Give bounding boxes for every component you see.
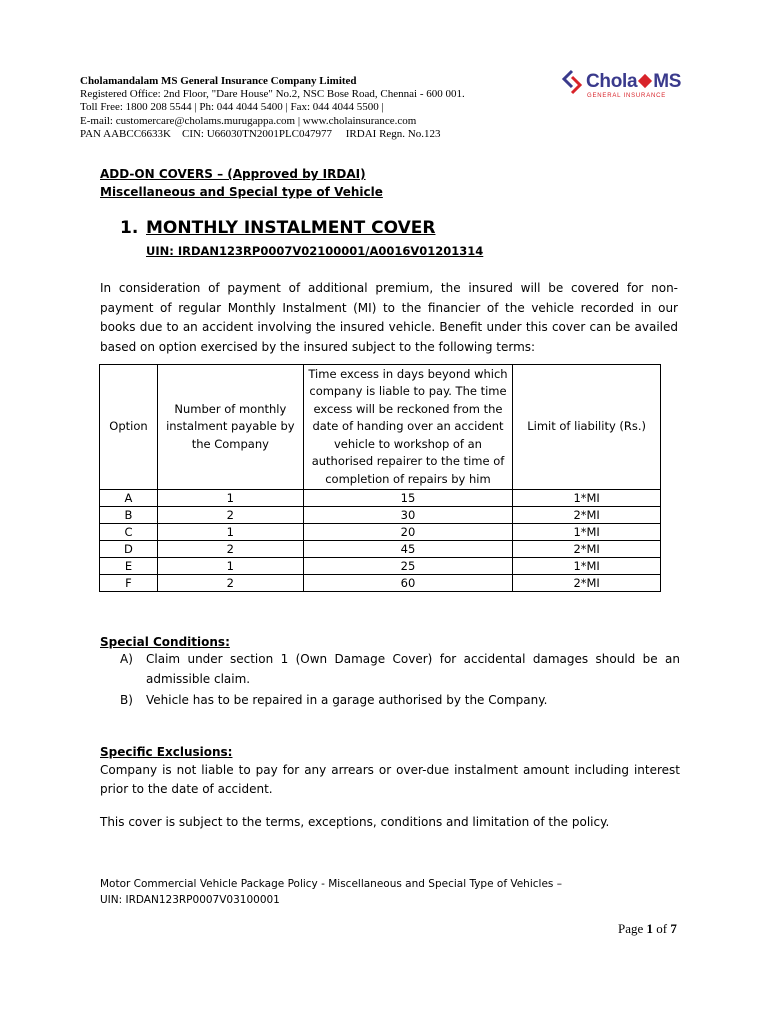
list-item-text: Claim under section 1 (Own Damage Cover) for accidental damages should be an admissible claim. — [146, 652, 680, 686]
addon-heading — [100, 165, 680, 201]
logo-wordmark — [586, 71, 681, 93]
cell-time-excess: 15 — [303, 490, 513, 507]
table-row — [100, 507, 661, 524]
cell-instalments: 1 — [157, 490, 303, 507]
section-title-text: MONTHLY INSTALMENT COVER — [146, 218, 436, 238]
cell-instalments: 2 — [157, 575, 303, 592]
table-row — [100, 558, 661, 575]
cell-limit: 1*MI — [513, 558, 661, 575]
table-row — [100, 575, 661, 592]
cell-option: D — [100, 541, 158, 558]
page-of: of — [656, 921, 668, 936]
intro-paragraph: In consideration of payment of additional premium, the insured will be covered for non-payment of regular Monthly Instalment (MI) to the financier of the vehicle recorded in our books due to an accident involving the insured vehicle. Benefit under this cover can be availed based on option exercised by the insured subject to the following terms: — [100, 281, 678, 354]
section-title — [120, 218, 436, 238]
cell-time-excess: 60 — [303, 575, 513, 592]
section-uin: UIN: IRDAN123RP0007V02100001/A0016V01201314 — [146, 244, 484, 258]
logo-text-right: MS — [653, 71, 682, 92]
specific-exclusions-text: Company is not liable to pay for any arrears or over-due instalment amount including interest prior to the date of accident. — [100, 763, 680, 796]
page-current: 1 — [646, 921, 654, 936]
registered-office: Registered Office: 2nd Floor, "Dare House" No.2, NSC Bose Road, Chennai - 600 001. — [80, 88, 465, 101]
header-instalments: Number of monthly instalment payable by the Company — [157, 365, 303, 490]
cell-instalments: 2 — [157, 541, 303, 558]
cell-option: B — [100, 507, 158, 524]
table-row — [100, 541, 661, 558]
addon-heading-line1: ADD-ON COVERS – (Approved by IRDAI) — [100, 167, 366, 181]
list-item-label: A) — [120, 652, 133, 666]
page-prefix: Page — [618, 921, 644, 936]
cell-limit: 2*MI — [513, 541, 661, 558]
list-item — [120, 691, 680, 711]
cell-time-excess: 25 — [303, 558, 513, 575]
section-number: 1. — [120, 218, 139, 238]
footer-policy-name: Motor Commercial Vehicle Package Policy - Miscellaneous and Special Type of Vehicles – — [100, 878, 562, 890]
list-item-text: Vehicle has to be repaired in a garage authorised by the Company. — [146, 693, 548, 707]
footer-uin: UIN: IRDAN123RP0007V03100001 — [100, 893, 280, 906]
header-time-excess: Time excess in days beyond which company is liable to pay. The time excess will be reckoned from the date of handing over an accident vehicle to workshop of an authorised repairer to the time of completion of repairs by him — [303, 365, 513, 490]
cell-option: A — [100, 490, 158, 507]
cell-option: F — [100, 575, 158, 592]
registration-numbers: PAN AABCC6633K CIN: U66030TN2001PLC047977 IRDAI Regn. No.123 — [80, 127, 441, 140]
diamond-icon — [638, 74, 652, 88]
page-total: 7 — [670, 921, 677, 936]
page-footer — [100, 877, 660, 908]
cell-limit: 2*MI — [513, 507, 661, 524]
cell-limit: 2*MI — [513, 575, 661, 592]
cell-option: E — [100, 558, 158, 575]
list-item-label: B) — [120, 693, 133, 707]
cell-time-excess: 30 — [303, 507, 513, 524]
addon-heading-line2: Miscellaneous and Special type of Vehicle — [100, 185, 383, 199]
email-web: E-mail: customercare@cholams.murugappa.com | www.cholainsurance.com — [80, 114, 417, 127]
header-limit: Limit of liability (Rs.) — [513, 365, 661, 490]
cell-option: C — [100, 524, 158, 541]
logo-subtext: GENERAL INSURANCE — [587, 93, 667, 99]
policy-subject-note: This cover is subject to the terms, exceptions, conditions and limitation of the policy. — [100, 815, 610, 829]
special-conditions-list — [120, 650, 680, 713]
special-conditions-heading: Special Conditions: — [100, 635, 230, 649]
cell-limit: 1*MI — [513, 490, 661, 507]
logo-text-left: Chola — [586, 71, 638, 92]
company-name: Cholamandalam MS General Insurance Company Limited — [80, 75, 357, 87]
contact-numbers: Toll Free: 1800 208 5544 | Ph: 044 4044 5400 | Fax: 044 4044 5500 | — [80, 101, 384, 114]
cell-instalments: 1 — [157, 558, 303, 575]
cell-instalments: 2 — [157, 507, 303, 524]
table-row — [100, 490, 661, 507]
table-header-row — [100, 365, 661, 490]
cell-time-excess: 45 — [303, 541, 513, 558]
cell-instalments: 1 — [157, 524, 303, 541]
logo-emblem-icon — [560, 69, 584, 97]
company-header — [80, 75, 550, 141]
chola-ms-logo — [558, 69, 688, 105]
list-item — [120, 650, 680, 689]
specific-exclusions-heading: Specific Exclusions: — [100, 745, 233, 759]
page-number — [618, 921, 677, 937]
cell-limit: 1*MI — [513, 524, 661, 541]
header-option: Option — [100, 365, 158, 490]
cell-time-excess: 20 — [303, 524, 513, 541]
options-table — [99, 364, 661, 592]
table-row — [100, 524, 661, 541]
